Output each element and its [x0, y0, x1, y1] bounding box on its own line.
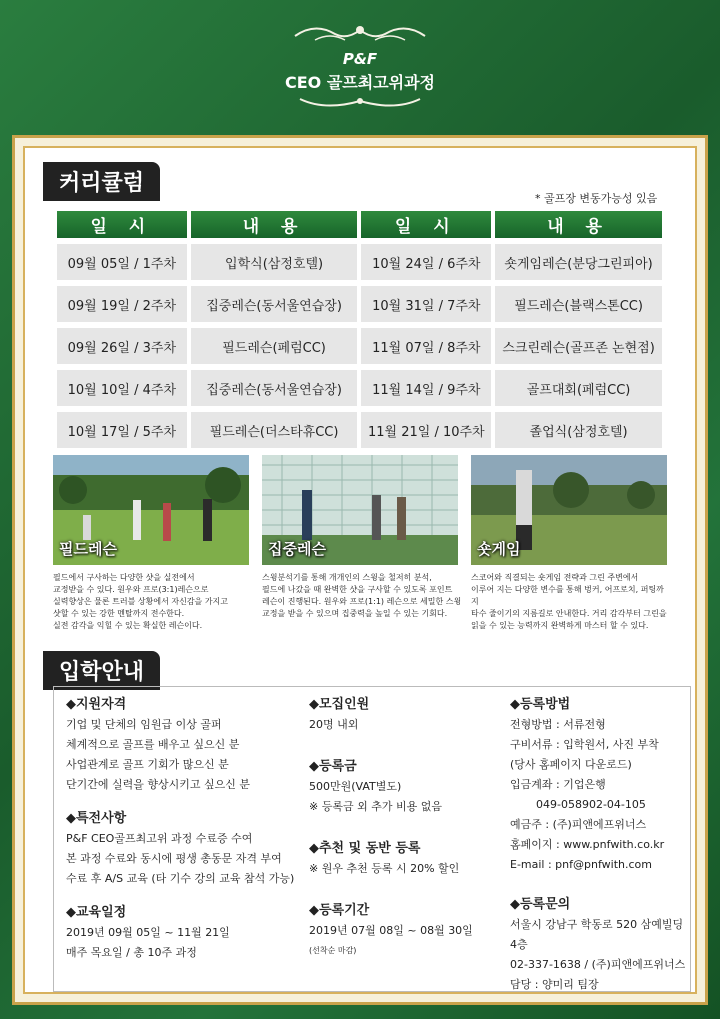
col-header-content-1: 내 용 [191, 211, 358, 238]
field-lesson-photo [53, 455, 249, 565]
focus-lesson-label: 집중레슨 [268, 540, 326, 558]
table-row [57, 412, 662, 448]
lesson-photos [53, 455, 668, 635]
ornament-top [0, 22, 720, 51]
ornament-bottom [0, 93, 720, 115]
short-game-photo [471, 455, 667, 565]
admission-col-middle: ◆모집인원 20명 내외 ◆등록금 500만원(VAT별도) ※ 등록금 외 추가 비용 없음 ◆추천 및 동반 등록 ※ 원우 추천 등록 시 20% 할인 ◆등록기간 2019년 07월 08일 ~ 08월 30일 (선착순 마감) [309, 687, 499, 961]
focus-lesson-description: 스윙분석기를 통해 개개인의 스윙을 철저히 분석, 필드에 나갔을 때 완벽한 샷을 구사할 수 있도록 포인트 레슨이 진행된다. 원우와 프로(1:1) 레슨으로 세밀한 스윙 교정을 받을 수 있으며 집중력을 높일 수 있는 기회다. [262, 573, 462, 618]
table-cell: 11월 07일 / 8주차 [361, 328, 491, 364]
benefits-heading: ◆특전사항 [66, 811, 127, 826]
table-cell: 10월 31일 / 7주차 [361, 286, 491, 322]
referral-heading: ◆추천 및 동반 등록 [309, 841, 421, 856]
table-cell: 숏게임레슨(분당그린피아) [495, 244, 662, 280]
table-cell: 09월 05일 / 1주차 [57, 244, 187, 280]
table-cell: 09월 26일 / 3주차 [57, 328, 187, 364]
fee-heading: ◆등록금 [309, 759, 357, 774]
admission-col-left: ◆지원자격 기업 및 단체의 임원급 이상 골퍼 체계적으로 골프를 배우고 싶으신 분 사업관계로 골프 기회가 많으신 분 단기간에 실력을 향상시키고 싶으신 분 ◆특전사항 P&F CEO골프최고위 과정 수료증 수여 본 과정 수료와 동시에 평생 총동문 자격 부여 수료 후 A/S 교육 (타 기수 강의 교육 참석 가능) ◆교육일정 2019년 09월 05일 ~ 11월 21일 매주 목요일 / 총 10주 과정 [66, 687, 301, 963]
col-header-date-2: 일 시 [361, 211, 491, 238]
curriculum-table [53, 205, 666, 454]
table-row [57, 286, 662, 322]
table-cell: 필드레슨(블랙스톤CC) [495, 286, 662, 322]
qualification-heading: ◆지원자격 [66, 697, 127, 712]
table-cell: 10월 24일 / 6주차 [361, 244, 491, 280]
table-cell: 골프대회(페럼CC) [495, 370, 662, 406]
table-cell: 10월 17일 / 5주차 [57, 412, 187, 448]
short-game-description: 스코어와 직결되는 숏게임 전략과 그린 주변에서 이루어 지는 다양한 변수를 통해 벙커, 어프로치, 퍼팅까지 타수 줄이기의 지름길로 안내한다. 거리 감각부터 그린을 읽을 수 있는 능력까지 완벽하게 마스터 할 수 있다. [471, 573, 667, 630]
brand-logo-text: P&F [342, 50, 378, 68]
table-cell: 스크린레슨(골프존 논현점) [495, 328, 662, 364]
table-cell: 입학식(삼정호텔) [191, 244, 358, 280]
curriculum-section-title: 커리큘럼 [43, 162, 160, 201]
admission-info-box [53, 686, 691, 992]
table-row [57, 328, 662, 364]
table-cell: 필드레슨(더스타휴CC) [191, 412, 358, 448]
short-game-label: 숏게임 [477, 540, 521, 558]
table-cell: 09월 19일 / 2주차 [57, 286, 187, 322]
period-heading: ◆등록기간 [309, 903, 370, 918]
field-lesson-description: 필드에서 구사하는 다양한 샷을 실전에서 교정받을 수 있다. 원우와 프로(3:1)레슨으로 실력향상은 물론 트러블 상황에서 자신감을 가지고 샷할 수 있는 강한 멘탈까지 전수한다. 실전 감각을 익힐 수 있는 확실한 레슨이다. [53, 573, 229, 630]
focus-lesson-photo [262, 455, 458, 565]
col-header-content-2: 내 용 [495, 211, 662, 238]
table-cell: 10월 10일 / 4주차 [57, 370, 187, 406]
table-cell: 집중레슨(동서울연습장) [191, 286, 358, 322]
content-frame [12, 135, 708, 1005]
admission-col-right: ◆등록방법 전형방법 : 서류전형 구비서류 : 입학원서, 사진 부착 (당사 홈페이지 다운로드) 입금계좌 : 기업은행 049-058902-04-105 예금주 : (주)피앤에프위너스 홈페이지 : www.pnfwith.co.kr E-mail : pnf@pnfwith.com ◆등록문의 서울시 강남구 학동로 520 삼예빌딩 4층 02-337-1638 / (주)피앤에프위너스 담당 : 양미리 팀장 [510, 687, 688, 995]
table-cell: 필드레슨(페럼CC) [191, 328, 358, 364]
content-panel [23, 146, 697, 994]
header [0, 0, 720, 135]
table-row [57, 370, 662, 406]
col-header-date-1: 일 시 [57, 211, 187, 238]
curriculum-note: * 골프장 변동가능성 있음 [535, 192, 658, 205]
admission-section-title: 입학안내 [43, 651, 160, 690]
table-cell: 졸업식(삼정호텔) [495, 412, 662, 448]
page-title: CEO 골프최고위과정 [284, 73, 436, 92]
schedule-heading: ◆교육일정 [66, 905, 127, 920]
method-heading: ◆등록방법 [510, 697, 571, 712]
table-cell: 11월 21일 / 10주차 [361, 412, 491, 448]
table-cell: 11월 14일 / 9주차 [361, 370, 491, 406]
table-row [57, 244, 662, 280]
inquiry-heading: ◆등록문의 [510, 897, 571, 912]
table-cell: 집중레슨(동서울연습장) [191, 370, 358, 406]
field-lesson-label: 필드레슨 [59, 540, 117, 558]
recruit-heading: ◆모집인원 [309, 697, 370, 712]
